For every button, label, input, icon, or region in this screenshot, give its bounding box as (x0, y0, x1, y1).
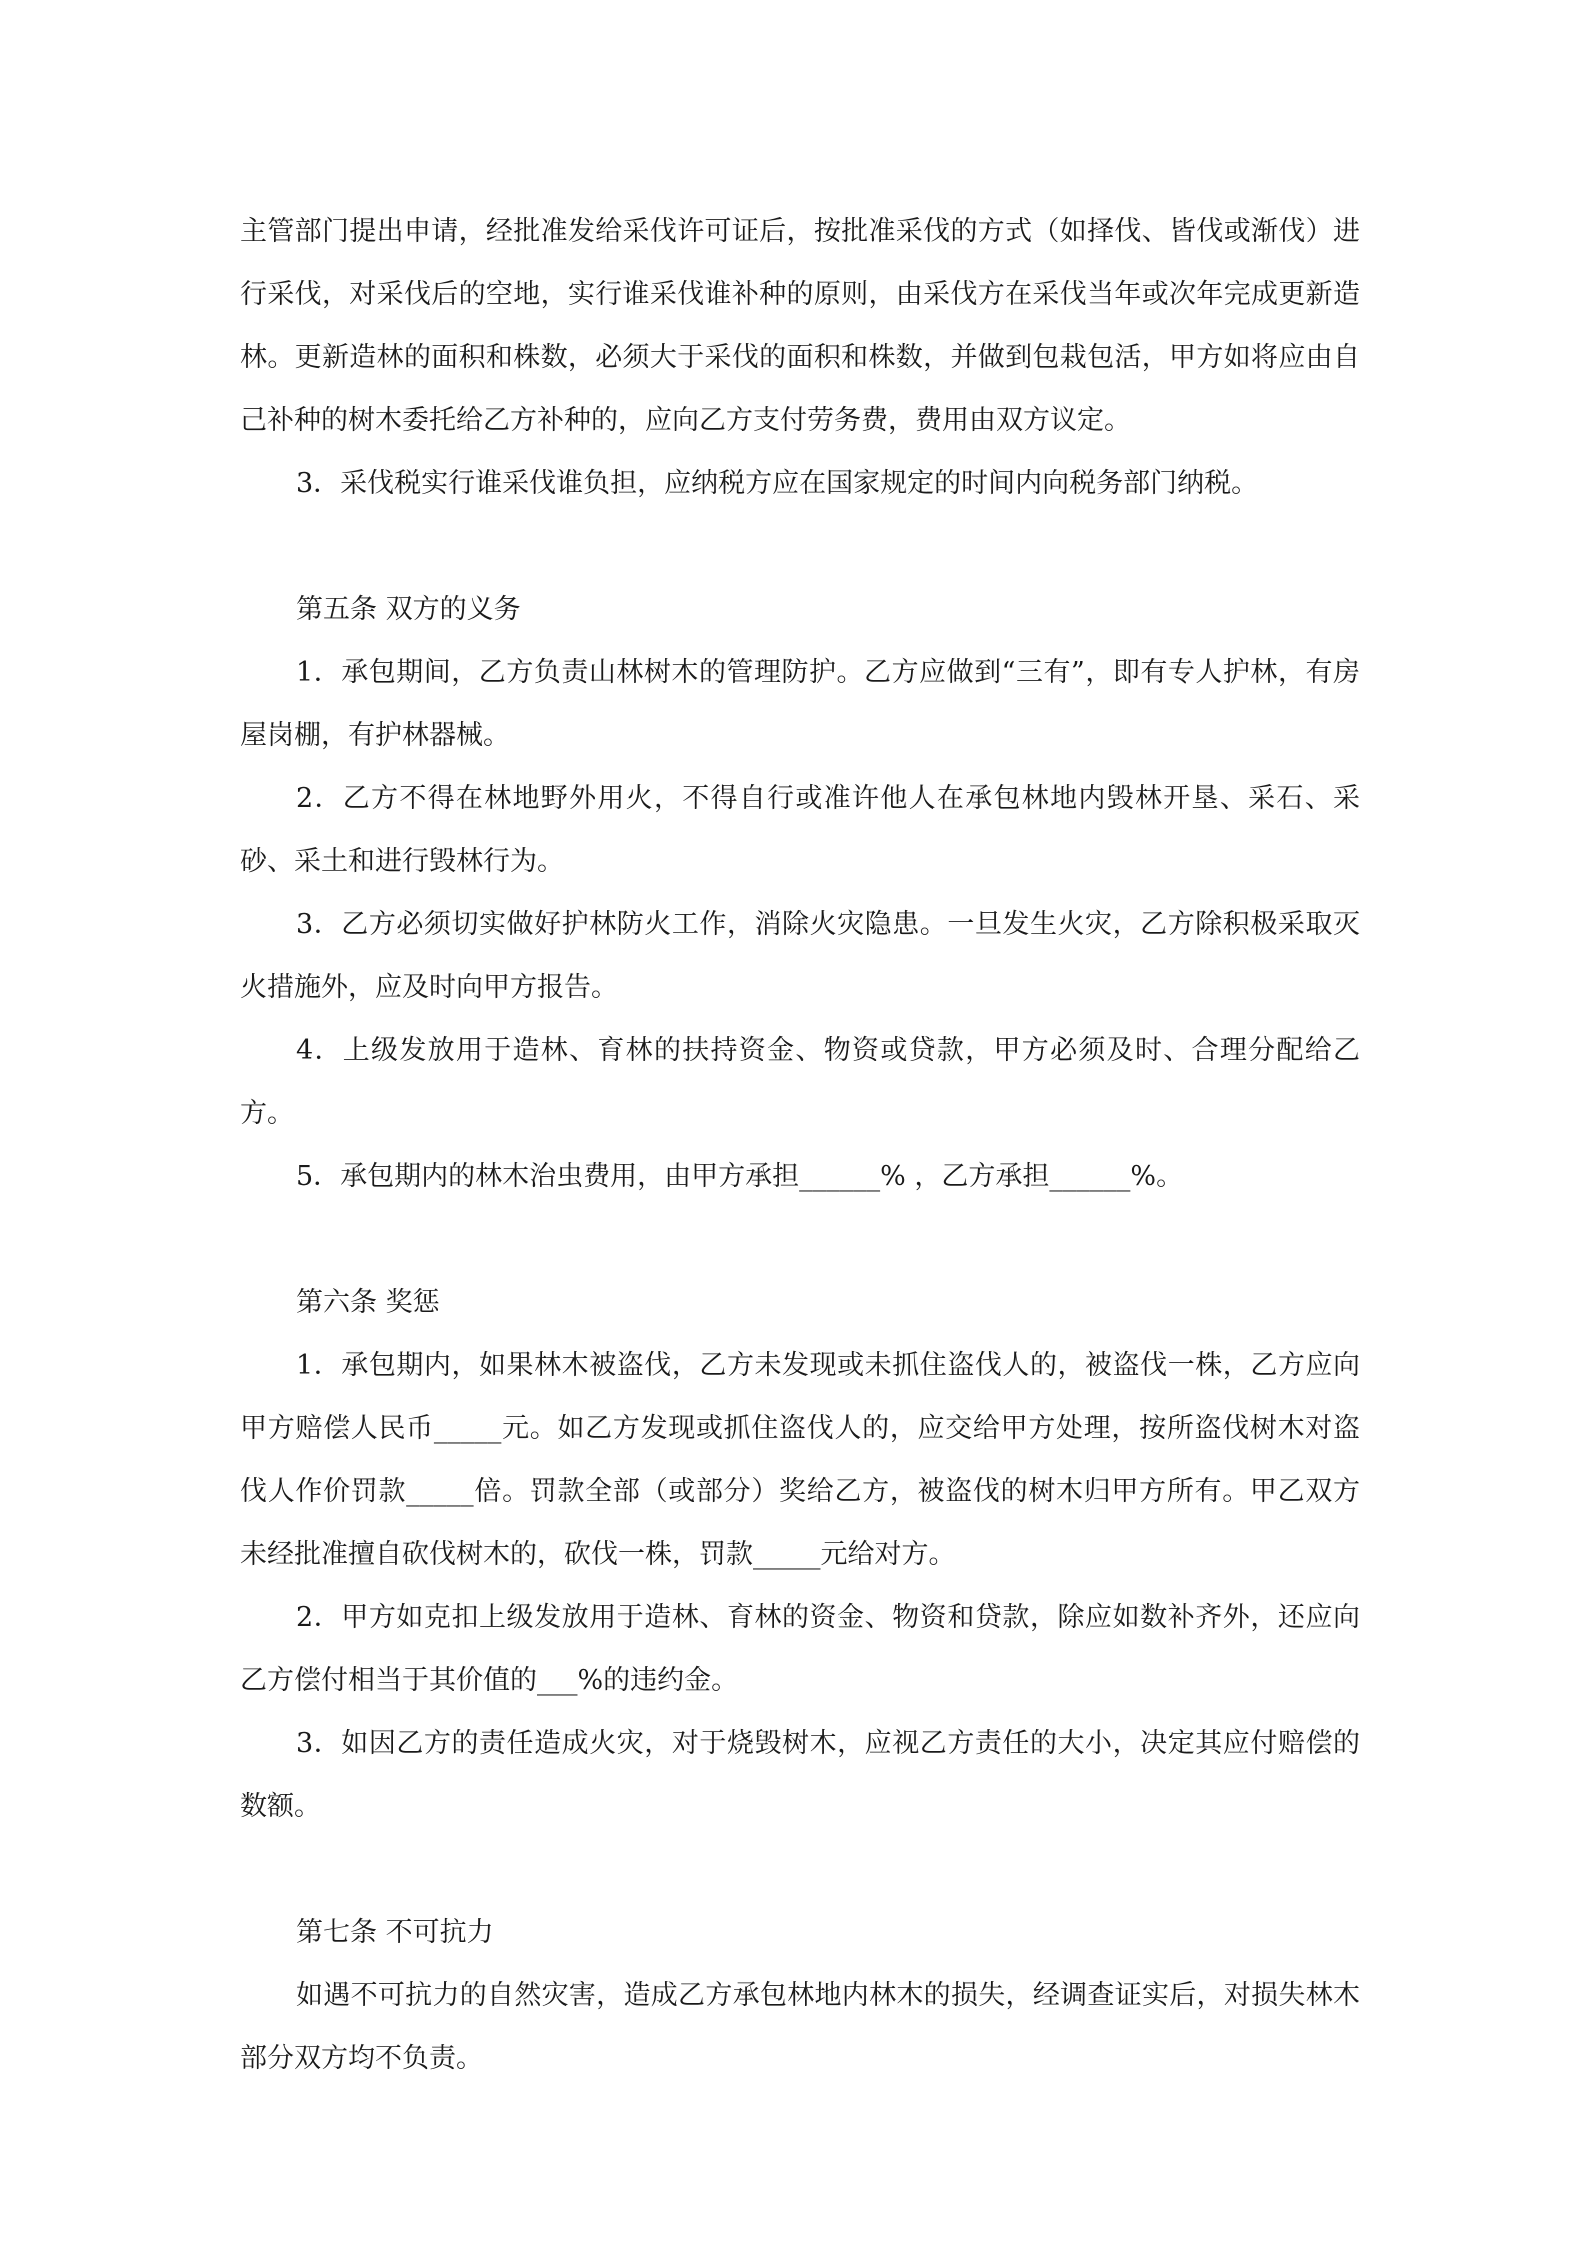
article5-item4: 4．上级发放用于造林、育林的扶持资金、物资或贷款，甲方必须及时、合理分配给乙方。 (240, 1035, 1360, 1129)
article6-item2: 2．甲方如克扣上级发放用于造林、育林的资金、物资和贷款，除应如数补齐外，还应向乙方偿付相当于其价值的___%的违约金。 (240, 1602, 1360, 1696)
article5-item1: 1．承包期间，乙方负责山林树木的管理防护。乙方应做到“三有”，即有专人护林，有房屋岗棚，有护林器械。 (240, 657, 1360, 751)
article4-item3: 3．采伐税实行谁采伐谁负担，应纳税方应在国家规定的时间内向税务部门纳税。 (296, 468, 1259, 499)
document-page (240, 200, 1360, 2090)
article7-item1: 如遇不可抗力的自然灾害，造成乙方承包林地内林木的损失，经调查证实后，对损失林木部分双方均不负责。 (240, 1980, 1360, 2074)
article5-item3: 3．乙方必须切实做好护林防火工作，消除火灾隐患。一旦发生火灾，乙方除积极采取灭火措施外，应及时向甲方报告。 (240, 909, 1360, 1003)
article5-item2: 2．乙方不得在林地野外用火，不得自行或准许他人在承包林地内毁林开垦、采石、采砂、采土和进行毁林行为。 (240, 783, 1360, 877)
article5-item5: 5．承包期内的林木治虫费用，由甲方承担______% ，乙方承担______%。 (296, 1161, 1184, 1192)
article6-heading: 第六条 奖惩 (296, 1287, 440, 1318)
article6-item3: 3．如因乙方的责任造成火灾，对于烧毁树木，应视乙方责任的大小，决定其应付赔偿的数额。 (240, 1728, 1360, 1822)
article6-item1: 1．承包期内，如果林木被盗伐，乙方未发现或未抓住盗伐人的，被盗伐一株，乙方应向甲方赔偿人民币_____元。如乙方发现或抓住盗伐人的，应交给甲方处理，按所盗伐树木对盗伐人作价罚款_____倍。罚款全部（或部分）奖给乙方，被盗伐的树木归甲方所有。甲乙双方未经批准擅自砍伐树木的，砍伐一株，罚款_____元给对方。 (240, 1350, 1360, 1570)
article4-para2-continuation: 主管部门提出申请，经批准发给采伐许可证后，按批准采伐的方式（如择伐、皆伐或渐伐）进行采伐，对采伐后的空地，实行谁采伐谁补种的原则，由采伐方在采伐当年或次年完成更新造林。更新造林的面积和株数，必须大于采伐的面积和株数，并做到包栽包活，甲方如将应由自己补种的树木委托给乙方补种的，应向乙方支付劳务费，费用由双方议定。 (240, 216, 1360, 436)
article7-heading: 第七条 不可抗力 (296, 1917, 494, 1948)
article5-heading: 第五条 双方的义务 (296, 594, 521, 625)
